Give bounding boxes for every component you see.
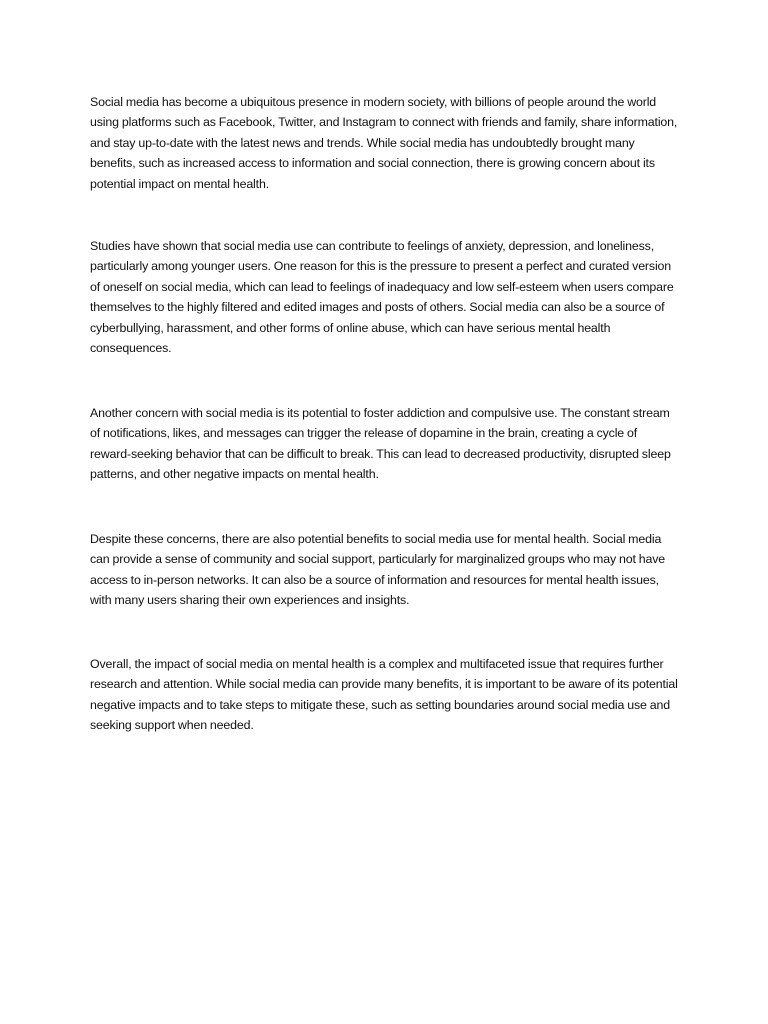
paragraph-1: Social media has become a ubiquitous presence in modern society, with billions of people around the world using platforms such as Facebook, Twitter, and Instagram to connect with friends and family, share information, and stay up-to-date with the latest news and trends. While social media has undoubtedly brought many benefits, such as increased access to information and social connection, there is growing concern about its potential impact on mental health. bbox=[90, 95, 678, 191]
paragraph-2: Studies have shown that social media use can contribute to feelings of anxiety, depression, and loneliness, particularly among younger users. One reason for this is the pressure to present a perfect and curated version of oneself on social media, which can lead to feelings of inadequacy and low self-esteem when users compare themselves to the highly filtered and edited images and posts of others. Social media can also be a source of cyberbullying, harassment, and other forms of online abuse, which can have serious mental health consequences. bbox=[90, 239, 674, 356]
paragraph-5: Overall, the impact of social media on mental health is a complex and multifaceted issue that requires further research and attention. While social media can provide many benefits, it is important to be aware of its potential negative impacts and to take steps to mitigate these, such as setting boundaries around social media use and seeking support when needed. bbox=[90, 657, 678, 733]
paragraph-3: Another concern with social media is its potential to foster addiction and compulsive use. The constant stream of notifications, likes, and messages can trigger the release of dopamine in the brain, creating a cycle of reward-seeking behavior that can be difficult to break. This can lead to decreased productivity, disrupted sleep patterns, and other negative impacts on mental health. bbox=[90, 406, 671, 482]
paragraph-4: Despite these concerns, there are also potential benefits to social media use for mental health. Social media can provide a sense of community and social support, particularly for marginalized groups who may not have access to in-person networks. It can also be a source of information and resources for mental health issues, with many users sharing their own experiences and insights. bbox=[90, 532, 666, 608]
